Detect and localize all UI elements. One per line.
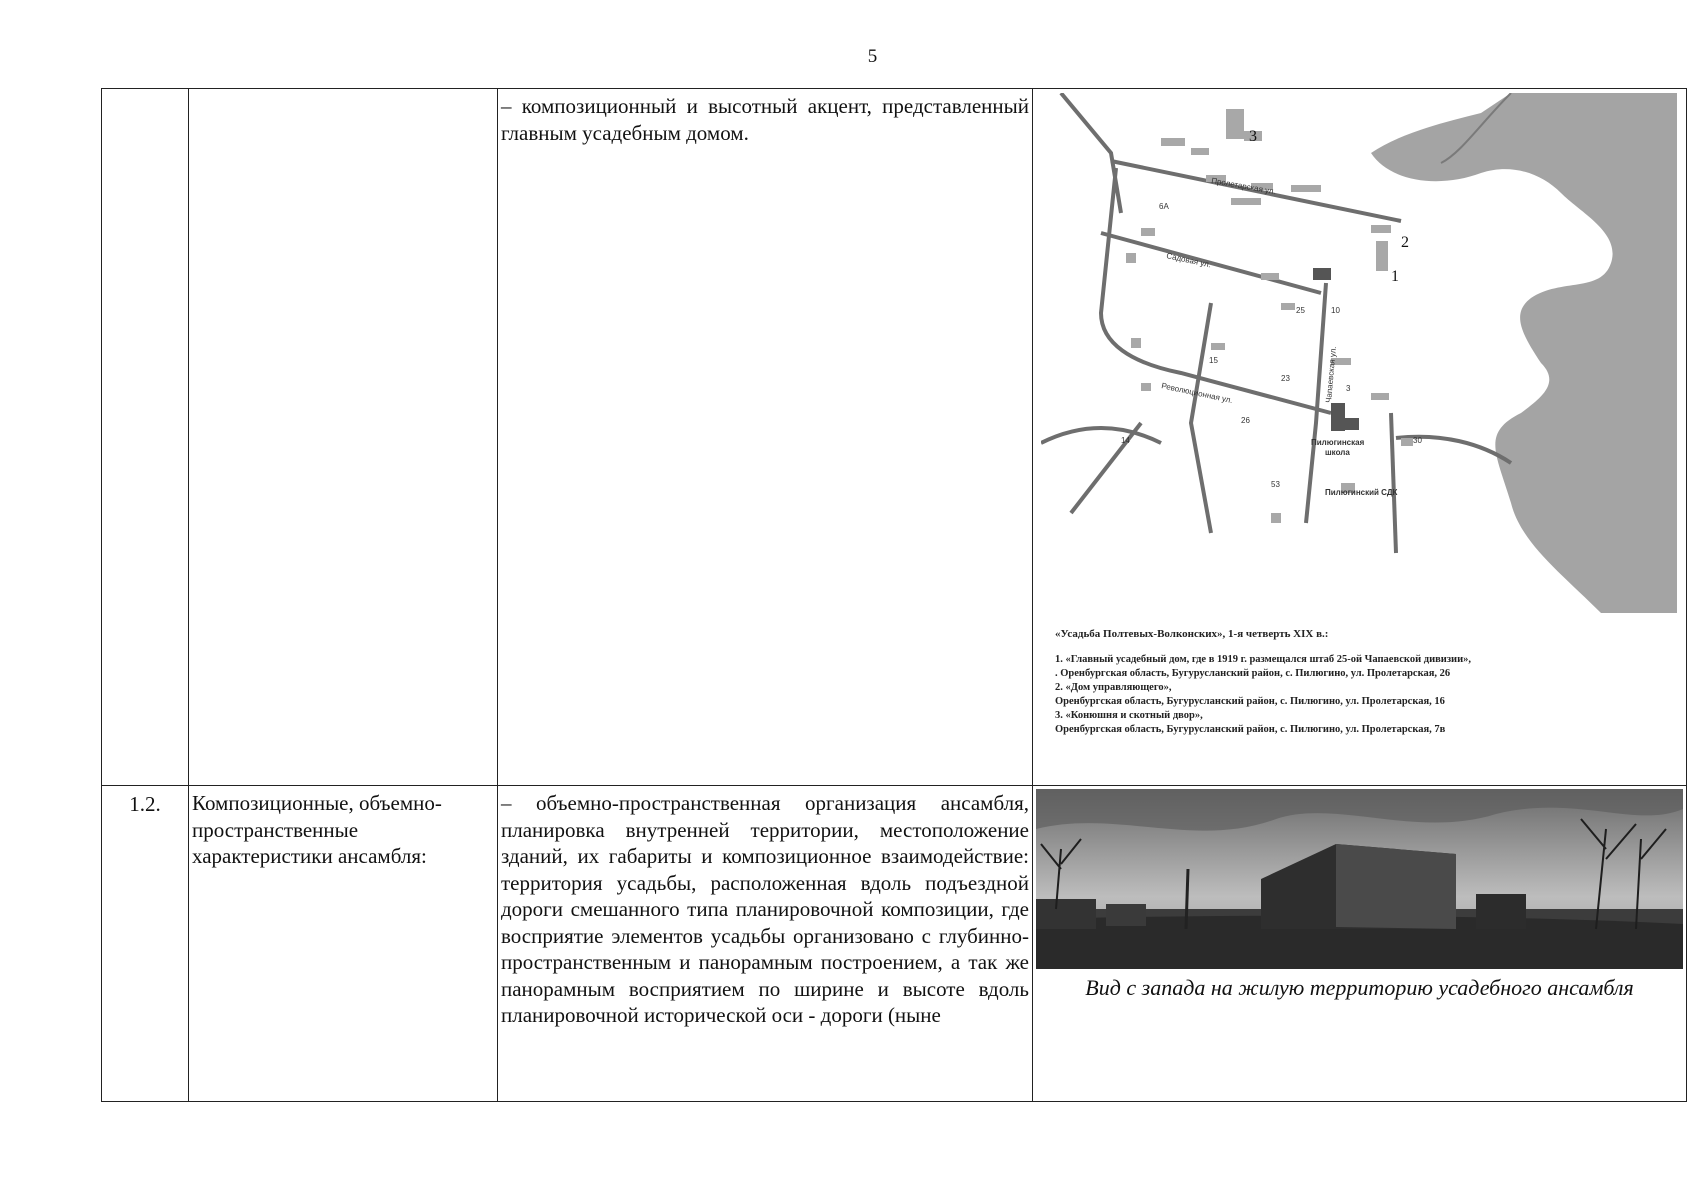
svg-text:Пилюгинская: Пилюгинская xyxy=(1311,438,1365,447)
svg-text:Садовая ул.: Садовая ул. xyxy=(1165,251,1212,270)
svg-text:3: 3 xyxy=(1346,384,1351,393)
svg-text:Революционная ул.: Революционная ул. xyxy=(1160,381,1234,406)
svg-text:14: 14 xyxy=(1121,436,1130,445)
svg-text:53: 53 xyxy=(1271,480,1280,489)
map-marker-1: 1 xyxy=(1391,268,1399,285)
photo-caption: Вид с запада на жилую территорию усадебного ансамбля xyxy=(1085,975,1634,1000)
svg-text:15: 15 xyxy=(1209,356,1218,365)
svg-text:Пилюгинский СДК: Пилюгинский СДК xyxy=(1325,488,1398,497)
map-drawing xyxy=(1041,93,1677,613)
svg-text:Чапаевская ул.: Чапаевская ул. xyxy=(1324,346,1338,404)
svg-text:26: 26 xyxy=(1241,416,1250,425)
map-legend xyxy=(1055,627,1675,737)
svg-text:10: 10 xyxy=(1331,306,1340,315)
map-marker-3: 3 xyxy=(1249,128,1257,145)
row-description: – объемно-пространственная организация ансамбля, планировка внутренней территории, местоположение зданий, их габариты и композиционное взаимодействие: территория усадьбы, расположенная вдоль подъездной дороги смешанного типа планировочной композиции, где восприятие элементов усадьбы организовано с глубинно-пространственным и панорамным построением, а так же панорамным восприятием по ширине и высоте вдоль планировочной исторической оси - дороги (ныне xyxy=(501,791,1029,1027)
table-row xyxy=(102,786,1687,1102)
legend-line: 1. «Главный усадебный дом, где в 1919 г. размещался штаб 25-ой Чапаевской дивизии», xyxy=(1055,654,1472,665)
row-description: – композиционный и высотный акцент, представленный главным усадебным домом. xyxy=(501,94,1029,145)
legend-line: Оренбургская область, Бугурусланский район, с. Пилюгино, ул. Пролетарская, 16 xyxy=(1055,696,1445,707)
map-marker-2: 2 xyxy=(1401,234,1409,251)
row-number: 1.2. xyxy=(102,786,189,1102)
page-number: 5 xyxy=(867,46,878,67)
table-row xyxy=(102,89,1687,786)
document-table xyxy=(101,88,1687,1102)
row-name xyxy=(189,89,498,786)
svg-text:25: 25 xyxy=(1296,306,1305,315)
svg-text:6А: 6А xyxy=(1159,202,1169,211)
legend-line: 2. «Дом управляющего», xyxy=(1055,682,1172,693)
site-map xyxy=(1033,89,1686,785)
legend-title: «Усадьба Полтевых-Волконских», 1-я четверть XIX в.: xyxy=(1055,628,1329,640)
svg-text:Пролетарская ул.: Пролетарская ул. xyxy=(1210,176,1277,197)
estate-photo xyxy=(1036,789,1683,969)
legend-line: . Оренбургская область, Бугурусланский район, с. Пилюгино, ул. Пролетарская, 26 xyxy=(1055,668,1451,679)
river xyxy=(1371,93,1677,613)
row-name: Композиционные, объемно-пространственные характеристики ансамбля: xyxy=(192,791,442,868)
legend-line: 3. «Конюшня и скотный двор», xyxy=(1055,710,1203,721)
svg-text:23: 23 xyxy=(1281,374,1290,383)
legend-line: Оренбургская область, Бугурусланский район, с. Пилюгино, ул. Пролетарская, 7в xyxy=(1055,724,1446,735)
svg-text:30: 30 xyxy=(1413,436,1422,445)
row-number xyxy=(102,89,189,786)
svg-text:школа: школа xyxy=(1325,448,1350,457)
